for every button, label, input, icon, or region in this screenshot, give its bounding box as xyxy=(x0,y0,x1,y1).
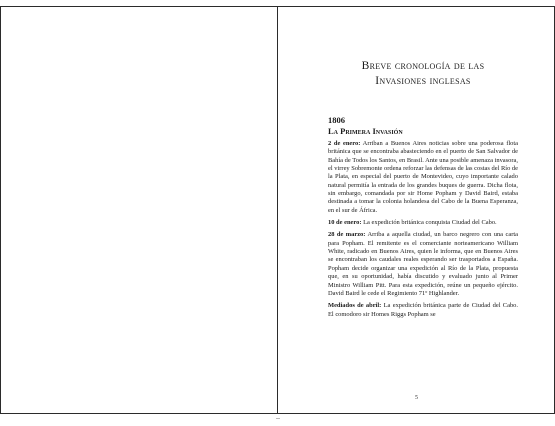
chapter-title-line-2: Invasiones inglesas xyxy=(375,75,471,87)
entry-date: 28 de marzo: xyxy=(328,231,366,239)
entry-text: La expedición británica conquista Ciudad del Cabo. xyxy=(361,219,497,227)
gutter-mark xyxy=(276,418,280,419)
year-heading: 1806 xyxy=(328,115,345,125)
entry-text: Arriban a Buenos Aires noticias sobre una poderosa flota británica que se encontraba abasteciendo en el puerto de San Salvador de Bahía de Todos los Santos, en Brasil. Ante una posible amenaza invasora, el virrey Sobremonte ordena reforzar las defensas de las costas del Río de la Plata, en especial del puerto de Montevideo, cuyo importante calado natural permitía la entrada de los grandes buques de guerra. Dicha flota, sin embargo, comandada por sir Home Popham y David Baird, estaba destinada a tomar la colonia holandesa del Cabo de la Buena Esperanza, en el sur de África. xyxy=(328,140,518,214)
page-number: 5 xyxy=(415,395,418,401)
chronology-entry xyxy=(328,219,518,227)
entry-date: 10 de enero: xyxy=(328,219,362,227)
chronology-entry xyxy=(328,302,518,319)
entry-date: 2 de enero: xyxy=(328,140,361,147)
chapter-title xyxy=(328,59,518,89)
right-page xyxy=(278,6,555,414)
entry-date: Mediados de abril: xyxy=(328,302,382,310)
page-content xyxy=(328,59,518,323)
chapter-title-line-1: Breve cronología de las xyxy=(361,60,485,72)
entry-text: La expedición británica parte de Ciudad del Cabo. El comodoro sir Homes Riggs Popham se xyxy=(328,302,518,318)
section-heading: La Primera Invasión xyxy=(328,126,403,136)
chronology-entry xyxy=(328,231,518,298)
left-page-blank xyxy=(0,6,278,414)
chronology-entry xyxy=(328,140,518,215)
entry-text: Arriba a aquella ciudad, un barco negrero con una carta para Popham. El remitente es el comerciante norteamericano William White, radicado en Buenos Aires, quien le informa, que en Buenos Aires se encontraban los caudales reales esperando ser trasportados a España. Popham decide organizar una expedición al Río de la Plata, propuesta que, en su oportunidad, había discutido y evaluado junto al Primer Ministro William Pitt. Para esta expedición, reúne un pequeño ejército. David Baird le cede el Regimiento 71º Highlander. xyxy=(328,231,518,297)
